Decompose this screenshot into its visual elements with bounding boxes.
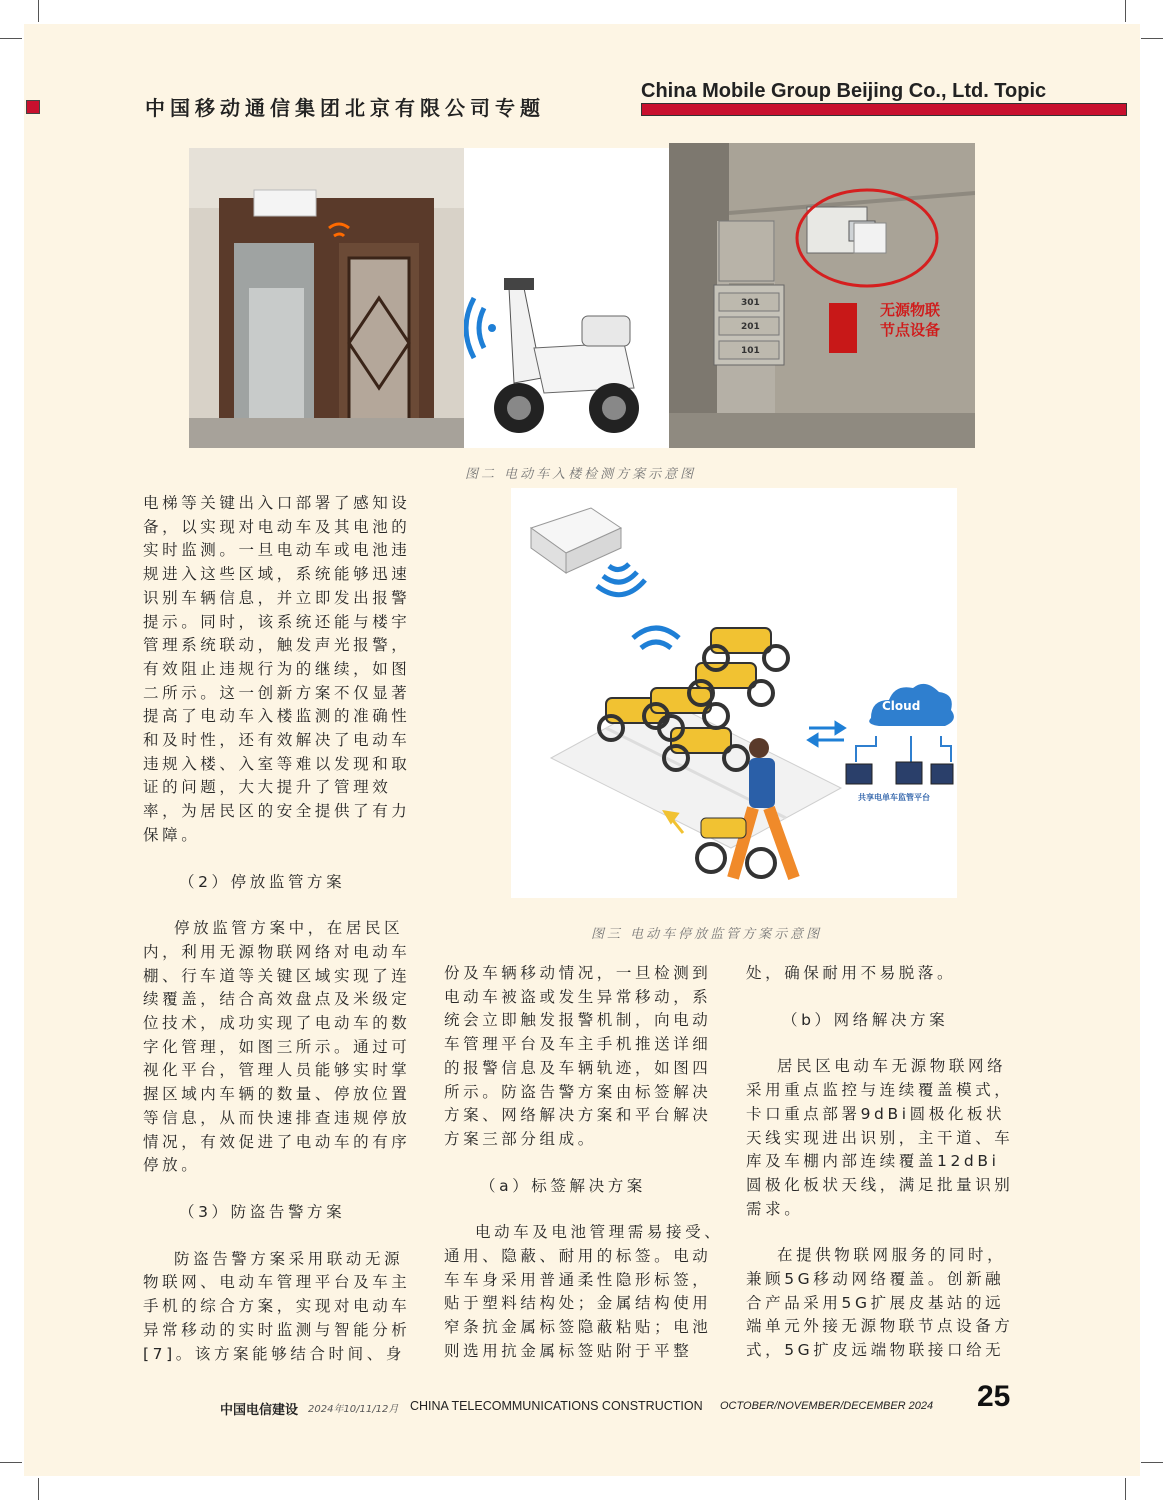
text-line: 视化平台，管理人员能够实时掌 <box>143 1061 411 1080</box>
paragraph <box>444 1221 729 1363</box>
header-title-en: China Mobile Group Beijing Co., Ltd. Topic <box>641 80 1047 102</box>
text-line: 通用、隐蔽、耐用的标签。电动 <box>444 1247 712 1266</box>
text-line: 合产品采用5G扩展皮基站的远 <box>746 1293 1005 1312</box>
text-line: 二所示。这一创新方案不仅显著 <box>143 683 411 702</box>
text-line: 管理系统联动，触发声光报警， <box>143 636 411 655</box>
paragraph <box>143 492 423 848</box>
header-title-cn: 中国移动通信集团北京有限公司专题 <box>145 96 545 120</box>
spacer <box>143 848 423 871</box>
spacer <box>746 986 1031 1009</box>
crop-mark <box>38 0 39 22</box>
figure2-mailbox-number: 101 <box>741 346 760 356</box>
footer-magazine-en: CHINA TELECOMMUNICATIONS CONSTRUCTION <box>410 1399 703 1413</box>
text-line: 握区域内车辆的数量、停放位置 <box>143 1085 411 1104</box>
text-line: 统会立即触发报警机制，向电动 <box>444 1011 712 1030</box>
crop-mark <box>38 1478 39 1500</box>
figure3-caption: 图三 电动车停放监管方案示意图 <box>591 927 823 942</box>
text-line: 位技术，成功实现了电动车的数 <box>143 1014 411 1033</box>
crop-mark <box>0 1462 22 1463</box>
text-line: 电动车被盗或发生异常移动，系 <box>444 987 712 1006</box>
text-line: 处，确保耐用不易脱落。 <box>746 964 957 982</box>
text-line: 提示。同时，该系统还能与楼宇 <box>143 612 411 631</box>
text-line: 提高了电动车入楼监测的准确性 <box>143 707 411 726</box>
header-red-marker <box>26 100 40 114</box>
text-line: 居民区电动车无源物联网络 <box>777 1057 1007 1076</box>
figure2-door-photo <box>189 148 464 448</box>
figure2-scooter-image <box>464 148 669 448</box>
figure2-mailbox-number: 301 <box>741 298 760 308</box>
text-line: 手机的综合方案，实现对电动车 <box>143 1297 411 1316</box>
text-line: 电梯等关键出入口部署了感知设 <box>143 494 411 512</box>
text-line: 方案三部分组成。 <box>444 1129 597 1148</box>
figure3-illustration <box>511 488 957 898</box>
text-column-1 <box>143 492 423 1366</box>
spacer <box>143 1178 423 1201</box>
footer-magazine-cn: 中国电信建设 <box>220 1403 299 1418</box>
figure2-caption: 图二 电动车入楼检测方案示意图 <box>465 467 697 482</box>
text-line: 和及时性，还有效解决了电动车 <box>143 731 411 750</box>
text-line: 备，以实现对电动车及其电池的 <box>143 517 411 536</box>
text-line: 需求。 <box>746 1199 804 1218</box>
paragraph <box>143 1248 423 1367</box>
text-line: 方案、网络解决方案和平台解决 <box>444 1106 712 1125</box>
text-line: 等信息，从而快速排查违规停放 <box>143 1108 411 1127</box>
text-column-2 <box>444 962 729 1364</box>
text-line: 内，利用无源物联网络对电动车 <box>143 942 411 961</box>
text-line: 情况，有效促进了电动车的有序 <box>143 1132 411 1151</box>
footer-issue-cn: 2024年10/11/12月 <box>308 1404 399 1415</box>
paragraph <box>746 962 1031 986</box>
crop-mark <box>1141 1462 1163 1463</box>
text-line: 字化管理，如图三所示。通过可 <box>143 1037 411 1056</box>
figure2-annotation-line: 节点设备 <box>880 321 941 339</box>
text-line: 证的问题，大大提升了管理效 <box>143 778 392 797</box>
text-line: 规进入这些区域，系统能够迅速 <box>143 565 411 584</box>
paragraph <box>143 917 423 1178</box>
section-heading: （3）防盗告警方案 <box>179 1202 346 1221</box>
figure3-cloud-label: Cloud <box>882 699 921 713</box>
text-line: 停放。 <box>143 1156 201 1175</box>
text-line: [7]。该方案能够结合时间、身 <box>143 1344 405 1363</box>
figure2-mailbox-number: 201 <box>741 322 760 332</box>
text-line: 库及车棚内部连续覆盖12dBi <box>746 1152 1000 1171</box>
page-number: 25 <box>977 1380 1011 1413</box>
text-line: 天线实现进出识别，主干道、车 <box>746 1128 1014 1147</box>
text-line: 卡口重点部署9dBi圆极化板状 <box>746 1104 1006 1123</box>
footer-issue-en: OCTOBER/NOVEMBER/DECEMBER 2024 <box>720 1400 934 1412</box>
text-column-3 <box>746 962 1031 1363</box>
text-line: 识别车辆信息，并立即发出报警 <box>143 588 411 607</box>
text-line: 车管理平台及车主手机推送详细 <box>444 1035 712 1054</box>
spacer <box>143 1225 423 1248</box>
section-heading: （b）网络解决方案 <box>782 1010 949 1029</box>
text-line: 兼顾5G移动网络覆盖。创新融 <box>746 1270 1005 1289</box>
spacer <box>444 1152 729 1175</box>
text-line: 贴于塑料结构处；金属结构使用 <box>444 1294 712 1313</box>
paragraph <box>444 962 729 1152</box>
text-line: 停放监管方案中，在居民区 <box>174 919 404 938</box>
text-line: 电动车及电池管理需易接受、 <box>475 1223 724 1242</box>
figure2-annotation <box>880 300 940 340</box>
crop-mark <box>1141 38 1163 39</box>
crop-mark <box>1125 1478 1126 1500</box>
text-line: 防盗告警方案采用联动无源 <box>174 1249 404 1268</box>
text-line: 车车身采用普通柔性隐形标签， <box>444 1270 712 1289</box>
crop-mark <box>1125 0 1126 22</box>
paragraph <box>746 1244 1031 1363</box>
text-line: 的报警信息及车辆轨迹，如图四 <box>444 1058 712 1077</box>
spacer <box>143 894 423 917</box>
text-line: 异常移动的实时监测与智能分析 <box>143 1320 411 1339</box>
text-line: 实时监测。一旦电动车或电池违 <box>143 541 411 560</box>
text-line: 保障。 <box>143 825 201 844</box>
paragraph <box>746 1055 1031 1221</box>
text-line: 式，5G扩皮远端物联接口给无 <box>746 1341 1005 1360</box>
spacer <box>746 1221 1031 1244</box>
text-line: 圆极化板状天线，满足批量识别 <box>746 1175 1014 1194</box>
text-line: 续覆盖，结合高效盘点及米级定 <box>143 990 411 1009</box>
spacer <box>444 1198 729 1221</box>
text-line: 在提供物联网服务的同时， <box>777 1246 1007 1265</box>
text-line: 窄条抗金属标签隐蔽粘贴；电池 <box>444 1318 712 1337</box>
text-line: 采用重点监控与连续覆盖模式， <box>746 1081 1014 1100</box>
crop-mark <box>0 38 22 39</box>
text-line: 所示。防盗告警方案由标签解决 <box>444 1082 712 1101</box>
text-line: 率，为居民区的安全提供了有力 <box>143 802 411 821</box>
text-line: 棚、行车道等关键区域实现了连 <box>143 966 411 985</box>
figure2-wall-photo <box>669 143 975 448</box>
text-line: 则选用抗金属标签贴附于平整 <box>444 1341 693 1360</box>
section-heading: （a）标签解决方案 <box>480 1176 646 1195</box>
figure2-annotation-line: 无源物联 <box>880 301 941 319</box>
figure3-platform-label: 共享电单车监管平台 <box>858 793 930 802</box>
text-line: 份及车辆移动情况，一旦检测到 <box>444 964 712 982</box>
text-line: 违规入楼、入室等难以发现和取 <box>143 754 411 773</box>
spacer <box>746 1032 1031 1055</box>
section-heading: （2）停放监管方案 <box>179 872 346 891</box>
text-line: 端单元外接无源物联节点设备方 <box>746 1317 1014 1336</box>
text-line: 有效阻止违规行为的继续，如图 <box>143 659 411 678</box>
text-line: 物联网、电动车管理平台及车主 <box>143 1273 411 1292</box>
header-red-bar <box>641 103 1127 116</box>
